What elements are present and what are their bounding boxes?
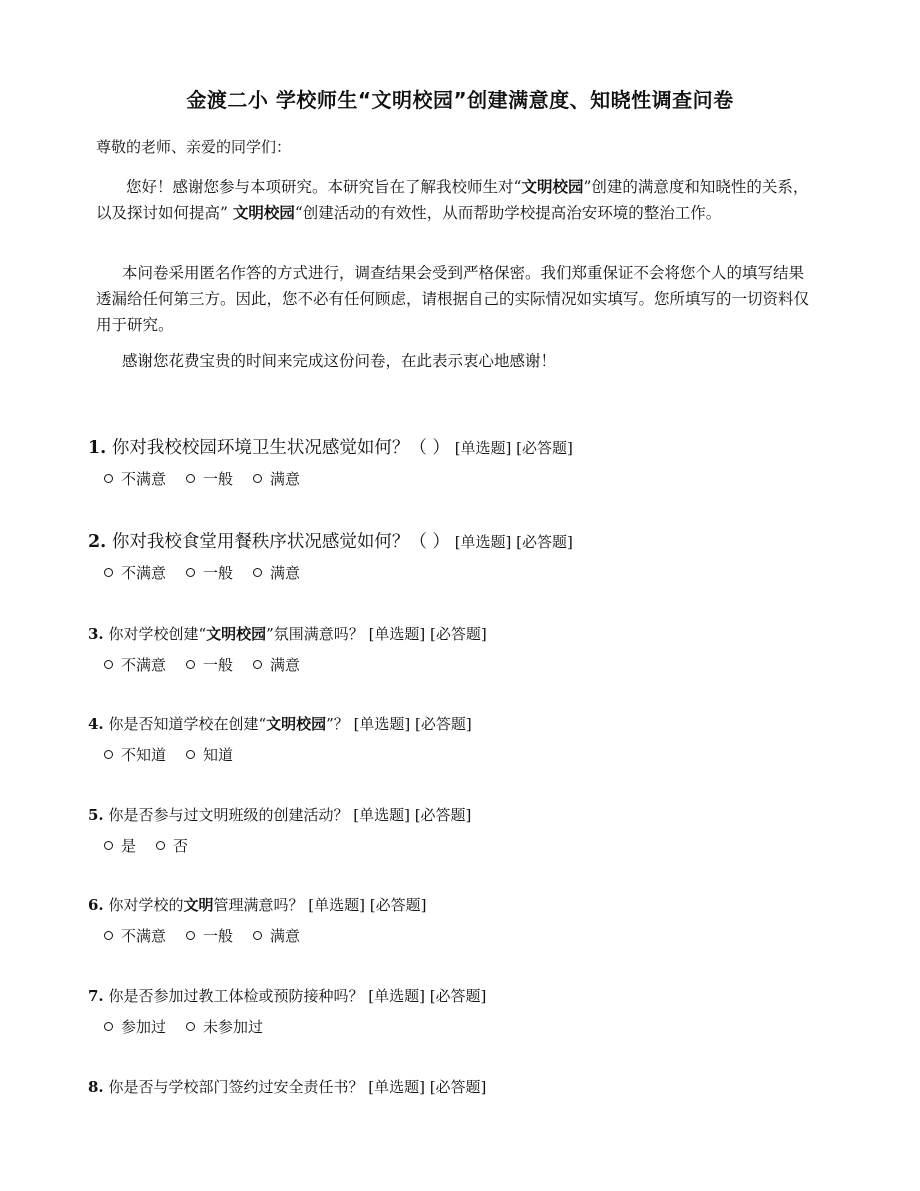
question-prompt: 你是否知道学校在创建“ — [108, 715, 267, 733]
radio-circle-icon[interactable] — [186, 750, 195, 759]
intro-paragraph-1: 您好！感谢您参与本项研究。本研究旨在了解我校师生对“文明校园”创建的满意度和知晓性的关系，以及探讨如何提高” 文明校园“创建活动的有效性，从而帮助学校提高治安环境的整治工作。 — [96, 178, 809, 222]
question-number: 2. — [88, 532, 107, 552]
question-prompt: 你对我校食堂用餐秩序状况感觉如何？（ ） — [111, 532, 450, 552]
radio-circle-icon[interactable] — [104, 568, 113, 577]
radio-option-label: 不满意 — [121, 563, 167, 582]
question-prompt: 你对学校的 — [108, 896, 184, 914]
radio-option[interactable] — [104, 653, 166, 677]
bold-term: 文明校园 — [521, 178, 584, 196]
radio-option[interactable] — [186, 1015, 263, 1039]
question-prompt: 你对学校创建“ — [108, 625, 207, 643]
radio-circle-icon[interactable] — [186, 568, 195, 577]
question-type-tags: [单选题] [必答题] — [303, 896, 427, 914]
question-bold-term: 文明校园 — [206, 625, 267, 643]
question-number: 4. — [88, 715, 104, 733]
radio-option[interactable] — [156, 834, 188, 858]
radio-option-label: 满意 — [270, 655, 301, 674]
question-text — [88, 712, 848, 736]
radio-circle-icon[interactable] — [104, 931, 113, 940]
radio-option-label: 一般 — [203, 563, 234, 582]
radio-option[interactable] — [253, 467, 300, 491]
answer-options — [104, 833, 848, 858]
radio-option[interactable] — [186, 653, 233, 677]
radio-option[interactable] — [104, 561, 166, 585]
radio-circle-icon[interactable] — [253, 931, 262, 940]
radio-circle-icon[interactable] — [186, 1022, 195, 1031]
radio-option-label: 不满意 — [121, 469, 167, 488]
answer-options — [104, 742, 848, 767]
radio-option-label: 不满意 — [121, 655, 167, 674]
radio-option-label: 不满意 — [121, 926, 167, 945]
radio-option[interactable] — [104, 1015, 166, 1039]
question-text — [88, 893, 848, 917]
radio-option[interactable] — [186, 467, 233, 491]
question-type-tags: [单选题] [必答题] — [363, 625, 487, 643]
question-text — [88, 530, 848, 554]
question-text — [88, 984, 848, 1008]
question-3 — [88, 622, 848, 677]
question-type-tags: [单选题] [必答题] — [348, 806, 472, 824]
question-type-tags: [单选题] [必答题] — [449, 533, 573, 551]
question-text — [88, 622, 848, 646]
question-text — [88, 436, 848, 460]
radio-option-label: 一般 — [203, 926, 234, 945]
radio-option-label: 未参加过 — [203, 1017, 264, 1036]
radio-option-label: 不知道 — [121, 745, 167, 764]
question-number: 7. — [88, 987, 104, 1005]
question-bold-term: 文明 — [183, 896, 214, 914]
radio-circle-icon[interactable] — [186, 931, 195, 940]
radio-circle-icon[interactable] — [156, 841, 165, 850]
radio-circle-icon[interactable] — [253, 660, 262, 669]
question-bold-term: 文明校园 — [266, 715, 327, 733]
answer-options — [104, 1014, 848, 1039]
radio-circle-icon[interactable] — [186, 474, 195, 483]
radio-option[interactable] — [186, 924, 233, 948]
radio-option-label: 一般 — [203, 655, 234, 674]
intro-paragraph-3: 感谢您花费宝贵的时间来完成这份问卷，在此表示衷心地感谢！ — [122, 352, 557, 370]
radio-option-label: 满意 — [270, 469, 301, 488]
radio-circle-icon[interactable] — [104, 474, 113, 483]
question-prompt: 你是否与学校部门签约过安全责任书？ — [108, 1078, 364, 1096]
question-6 — [88, 893, 848, 948]
radio-option[interactable] — [253, 924, 300, 948]
question-5 — [88, 803, 848, 858]
radio-option[interactable] — [186, 743, 233, 767]
question-2 — [88, 530, 848, 585]
question-text — [88, 1075, 848, 1099]
radio-option[interactable] — [253, 561, 300, 585]
radio-option-label: 满意 — [270, 563, 301, 582]
radio-option-label: 知道 — [203, 745, 234, 764]
question-number: 1. — [88, 438, 107, 458]
radio-circle-icon[interactable] — [104, 660, 113, 669]
intro-paragraph-2: 本问卷采用匿名作答的方式进行，调查结果会受到严格保密。我们郑重保证不会将您个人的填写结果透漏给任何第三方。因此，您不必有任何顾虑，请根据自己的实际情况如实填写。您所填写的一切资料仅用于研究。 — [96, 264, 810, 334]
question-type-tags: [单选题] [必答题] — [348, 715, 472, 733]
question-type-tags: [单选题] [必答题] — [363, 987, 487, 1005]
radio-option-label: 否 — [173, 836, 189, 855]
question-prompt-suffix: ”氛围满意吗？ — [266, 625, 364, 643]
answer-options — [104, 466, 848, 491]
answer-options — [104, 560, 848, 585]
page-title: 金渡二小 学校师生“文明校园”创建满意度、知晓性调查问卷 — [186, 88, 734, 112]
question-number: 6. — [88, 896, 104, 914]
question-8 — [88, 1075, 848, 1099]
question-prompt-suffix: ”？ — [326, 715, 349, 733]
radio-circle-icon[interactable] — [104, 1022, 113, 1031]
question-prompt-suffix: 管理满意吗？ — [213, 896, 304, 914]
answer-options — [104, 923, 848, 948]
radio-circle-icon[interactable] — [253, 568, 262, 577]
question-number: 3. — [88, 625, 104, 643]
radio-option[interactable] — [104, 467, 166, 491]
radio-option[interactable] — [104, 743, 166, 767]
radio-circle-icon[interactable] — [104, 750, 113, 759]
question-number: 8. — [88, 1078, 104, 1096]
question-number: 5. — [88, 806, 104, 824]
radio-option-label: 一般 — [203, 469, 234, 488]
radio-option[interactable] — [253, 653, 300, 677]
bold-term: 文明校园 — [232, 204, 295, 222]
salutation: 尊敬的老师、亲爱的同学们： — [96, 138, 292, 156]
question-prompt: 你对我校校园环境卫生状况感觉如何？（ ） — [111, 438, 450, 458]
question-type-tags: [单选题] [必答题] — [449, 439, 573, 457]
radio-circle-icon[interactable] — [186, 660, 195, 669]
question-type-tags: [单选题] [必答题] — [363, 1078, 487, 1096]
radio-option-label: 参加过 — [121, 1017, 167, 1036]
radio-circle-icon[interactable] — [104, 841, 113, 850]
radio-option-label: 是 — [121, 836, 137, 855]
question-prompt: 你是否参与过文明班级的创建活动？ — [108, 806, 349, 824]
radio-option-label: 满意 — [270, 926, 301, 945]
radio-option[interactable] — [186, 561, 233, 585]
radio-option[interactable] — [104, 834, 136, 858]
radio-option[interactable] — [104, 924, 166, 948]
question-7 — [88, 984, 848, 1039]
question-4 — [88, 712, 848, 767]
radio-circle-icon[interactable] — [253, 474, 262, 483]
question-1 — [88, 436, 848, 491]
question-text — [88, 803, 848, 827]
question-prompt: 你是否参加过教工体检或预防接种吗？ — [108, 987, 364, 1005]
answer-options — [104, 652, 848, 677]
